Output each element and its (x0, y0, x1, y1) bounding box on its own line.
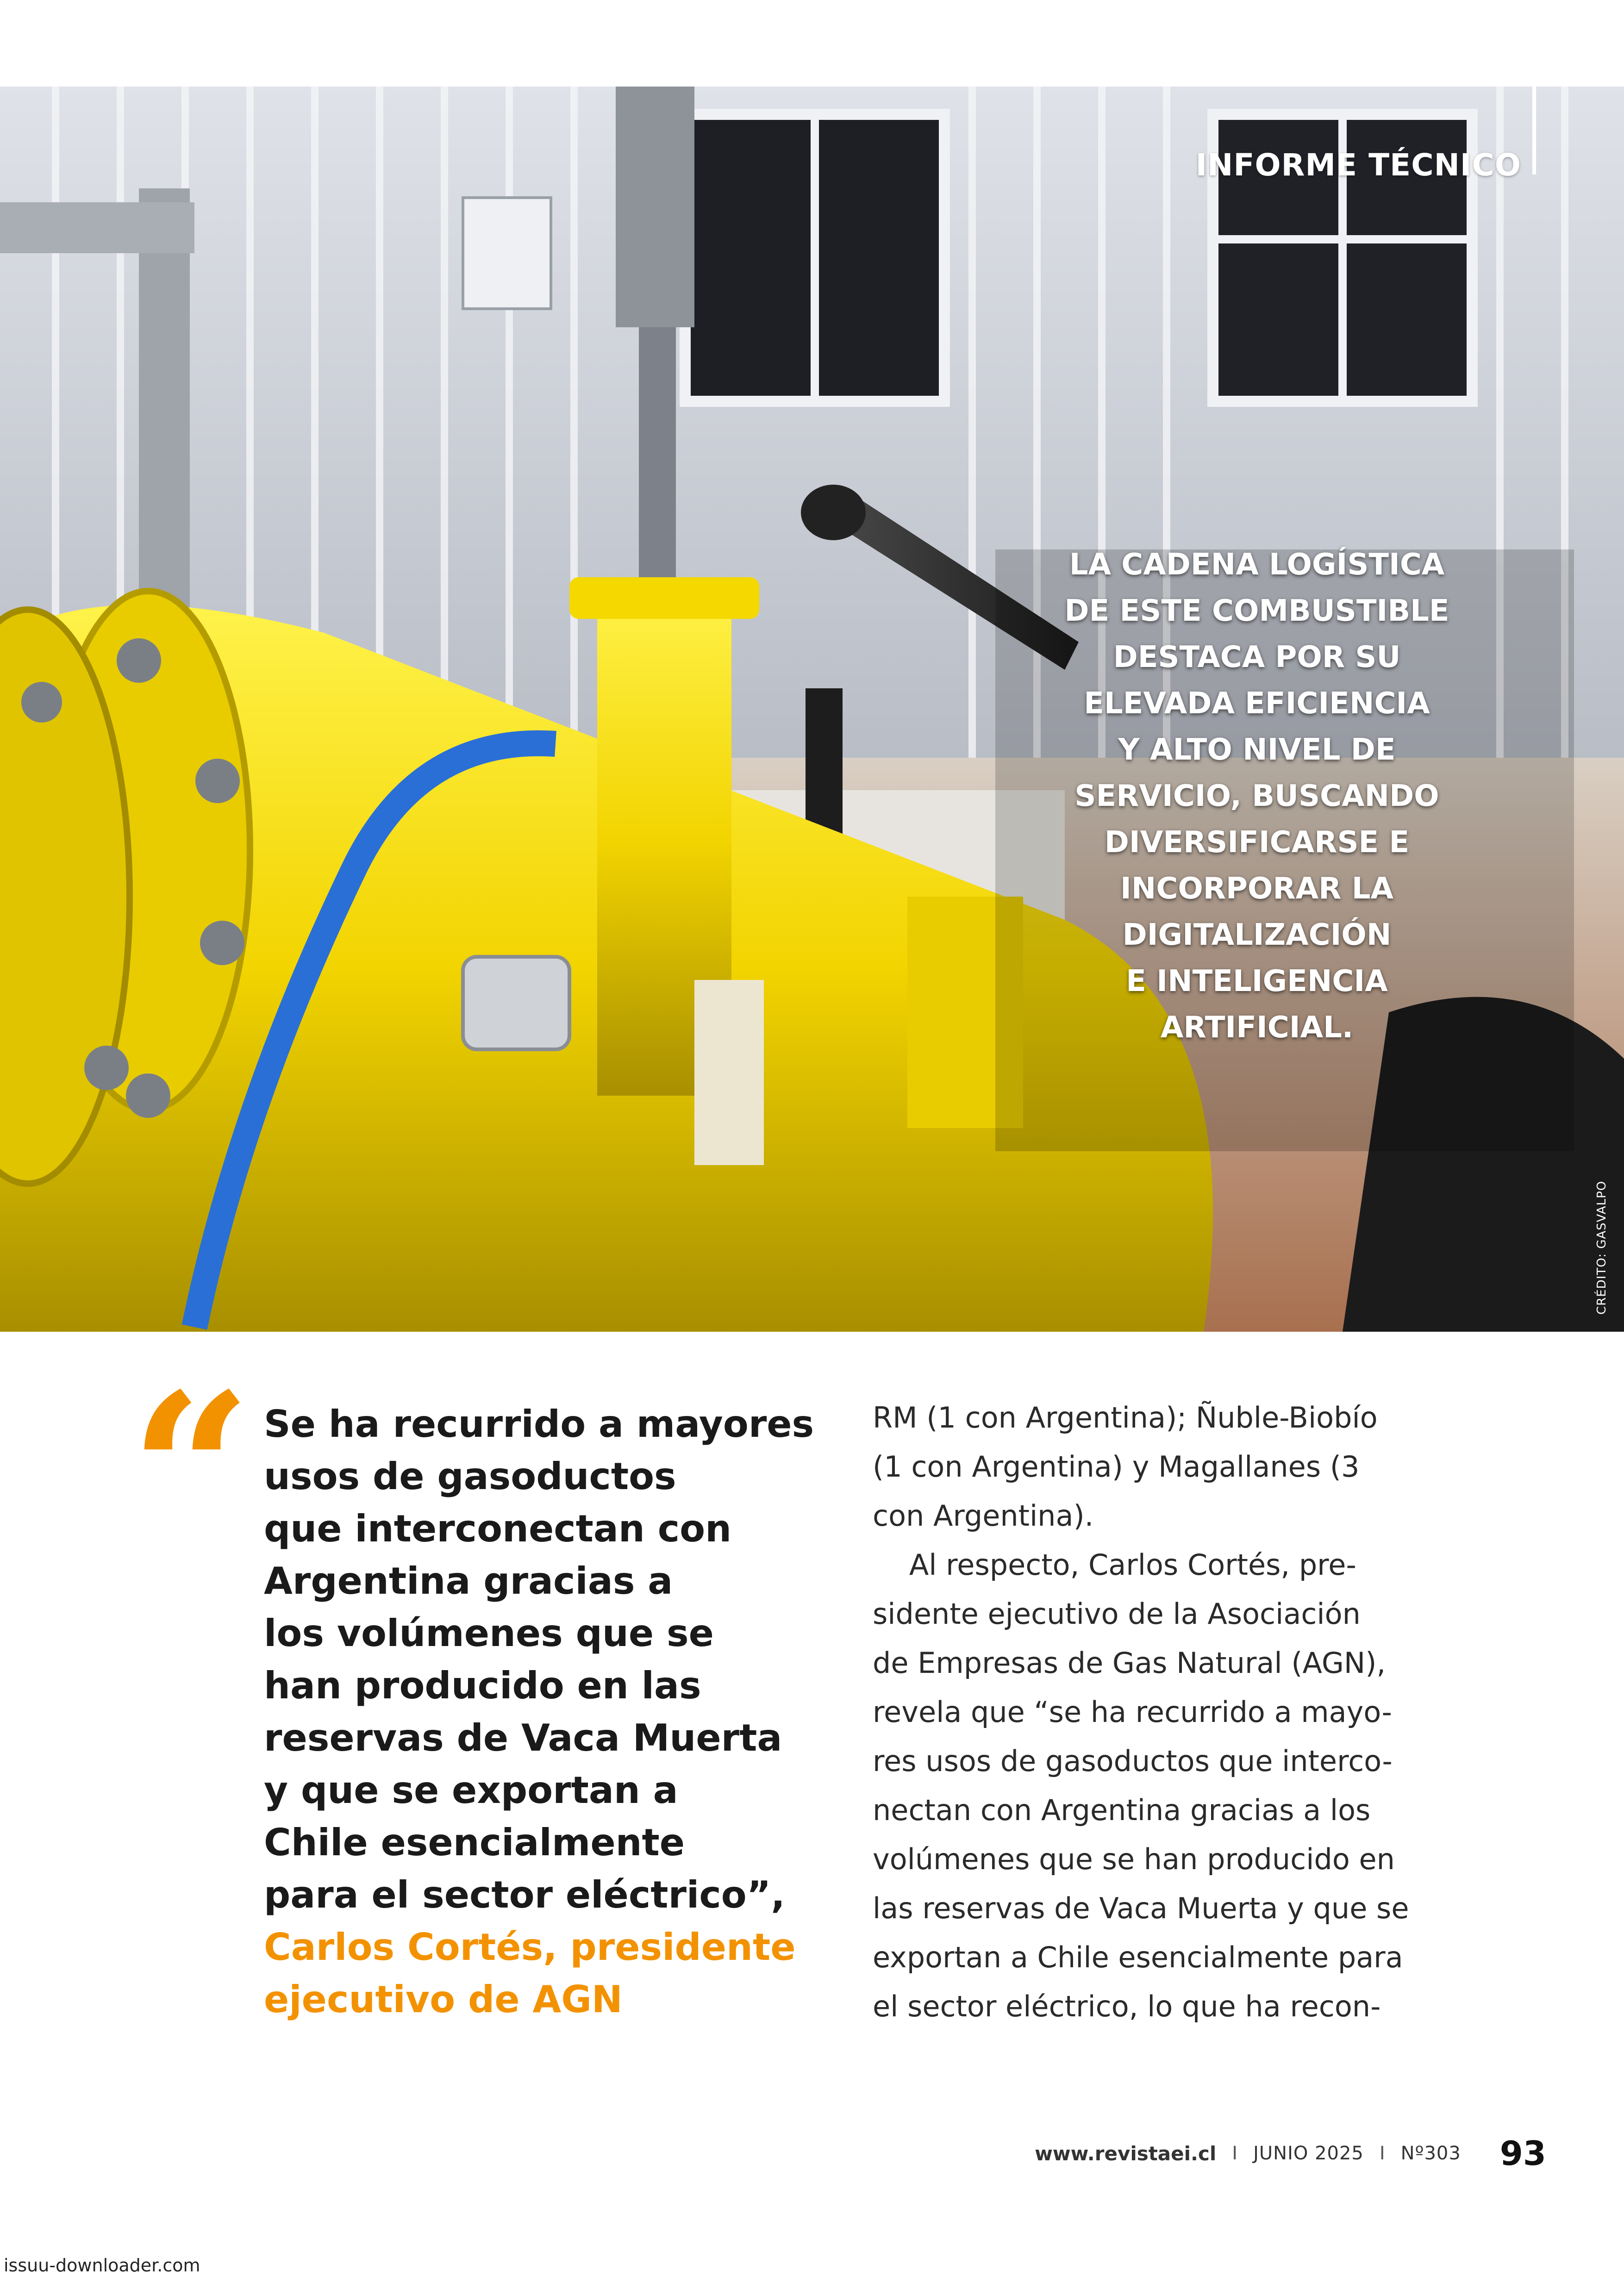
body-line: volúmenes que se han producido en (873, 1842, 1395, 1876)
body-line: res usos de gasoductos que interco- (873, 1744, 1393, 1778)
body-line: Al respecto, Carlos Cortés, pre- (873, 1548, 1356, 1582)
body-line: el sector eléctrico, lo que ha recon- (873, 1989, 1381, 2023)
body-line: sidente ejecutivo de la Asociación (873, 1597, 1361, 1631)
quote-attribution: ejecutivo de AGN (264, 1978, 623, 2021)
overlay-line: DESTACA POR SU (1113, 640, 1401, 674)
section-tag-rule (1532, 87, 1536, 175)
pull-quote (264, 1398, 819, 2026)
quote-line: usos de gasoductos (264, 1455, 676, 1498)
footer-separator: I (1379, 2143, 1385, 2164)
body-line: nectan con Argentina gracias a los (873, 1793, 1371, 1827)
section-tag: INFORME TÉCNICO (1195, 147, 1521, 183)
quote-line: los volúmenes que se (264, 1612, 714, 1655)
overlay-line: INCORPORAR LA (1120, 872, 1394, 906)
page-number: 93 (1499, 2134, 1546, 2173)
quote-line: reservas de Vaca Muerta (264, 1716, 782, 1759)
body-line: RM (1 con Argentina); Ñuble-Biobío (873, 1401, 1378, 1434)
footer-month: JUNIO 2025 (1253, 2143, 1364, 2164)
quote-line: y que se exportan a (264, 1769, 678, 1812)
photo-credit: CRÉDITO: GASVALPO (1595, 1180, 1609, 1315)
quote-mark-icon: “ (130, 1347, 252, 1597)
page-footer (1035, 2134, 1546, 2173)
body-text-column (873, 1393, 1451, 2031)
overlay-line: DIGITALIZACIÓN (1122, 918, 1392, 952)
overlay-line: E INTELIGENCIA (1126, 964, 1388, 998)
overlay-line: LA CADENA LOGÍSTICA (1069, 548, 1445, 582)
quote-line: para el sector eléctrico”, (264, 1873, 785, 1916)
quote-attribution: Carlos Cortés, presidente (264, 1926, 796, 1969)
photo-overlay-caption (1049, 542, 1465, 1051)
footer-issue: Nº303 (1400, 2143, 1461, 2164)
quote-line: Chile esencialmente (264, 1821, 685, 1864)
watermark: issuu-downloader.com (4, 2255, 200, 2276)
quote-line: Se ha recurrido a mayores (264, 1403, 814, 1446)
overlay-line: ELEVADA EFICIENCIA (1084, 686, 1430, 721)
body-line: exportan a Chile esencialmente para (873, 1940, 1403, 1974)
footer-separator: I (1232, 2143, 1238, 2164)
quote-line: Argentina gracias a (264, 1559, 673, 1603)
body-line: revela que “se ha recurrido a mayo- (873, 1695, 1392, 1729)
overlay-line: Y ALTO NIVEL DE (1118, 733, 1396, 767)
overlay-line: SERVICIO, BUSCANDO (1074, 779, 1439, 813)
body-line: con Argentina). (873, 1499, 1094, 1533)
body-line: de Empresas de Gas Natural (AGN), (873, 1646, 1386, 1680)
overlay-line: ARTIFICIAL. (1160, 1010, 1354, 1045)
body-line: (1 con Argentina) y Magallanes (3 (873, 1450, 1360, 1484)
overlay-line: DE ESTE COMBUSTIBLE (1064, 594, 1449, 628)
overlay-line: DIVERSIFICARSE E (1104, 825, 1410, 860)
quote-line: que interconectan con (264, 1507, 732, 1550)
footer-site-link[interactable]: www.revistaei.cl (1035, 2142, 1217, 2165)
quote-line: han producido en las (264, 1664, 701, 1707)
body-line: las reservas de Vaca Muerta y que se (873, 1891, 1409, 1925)
